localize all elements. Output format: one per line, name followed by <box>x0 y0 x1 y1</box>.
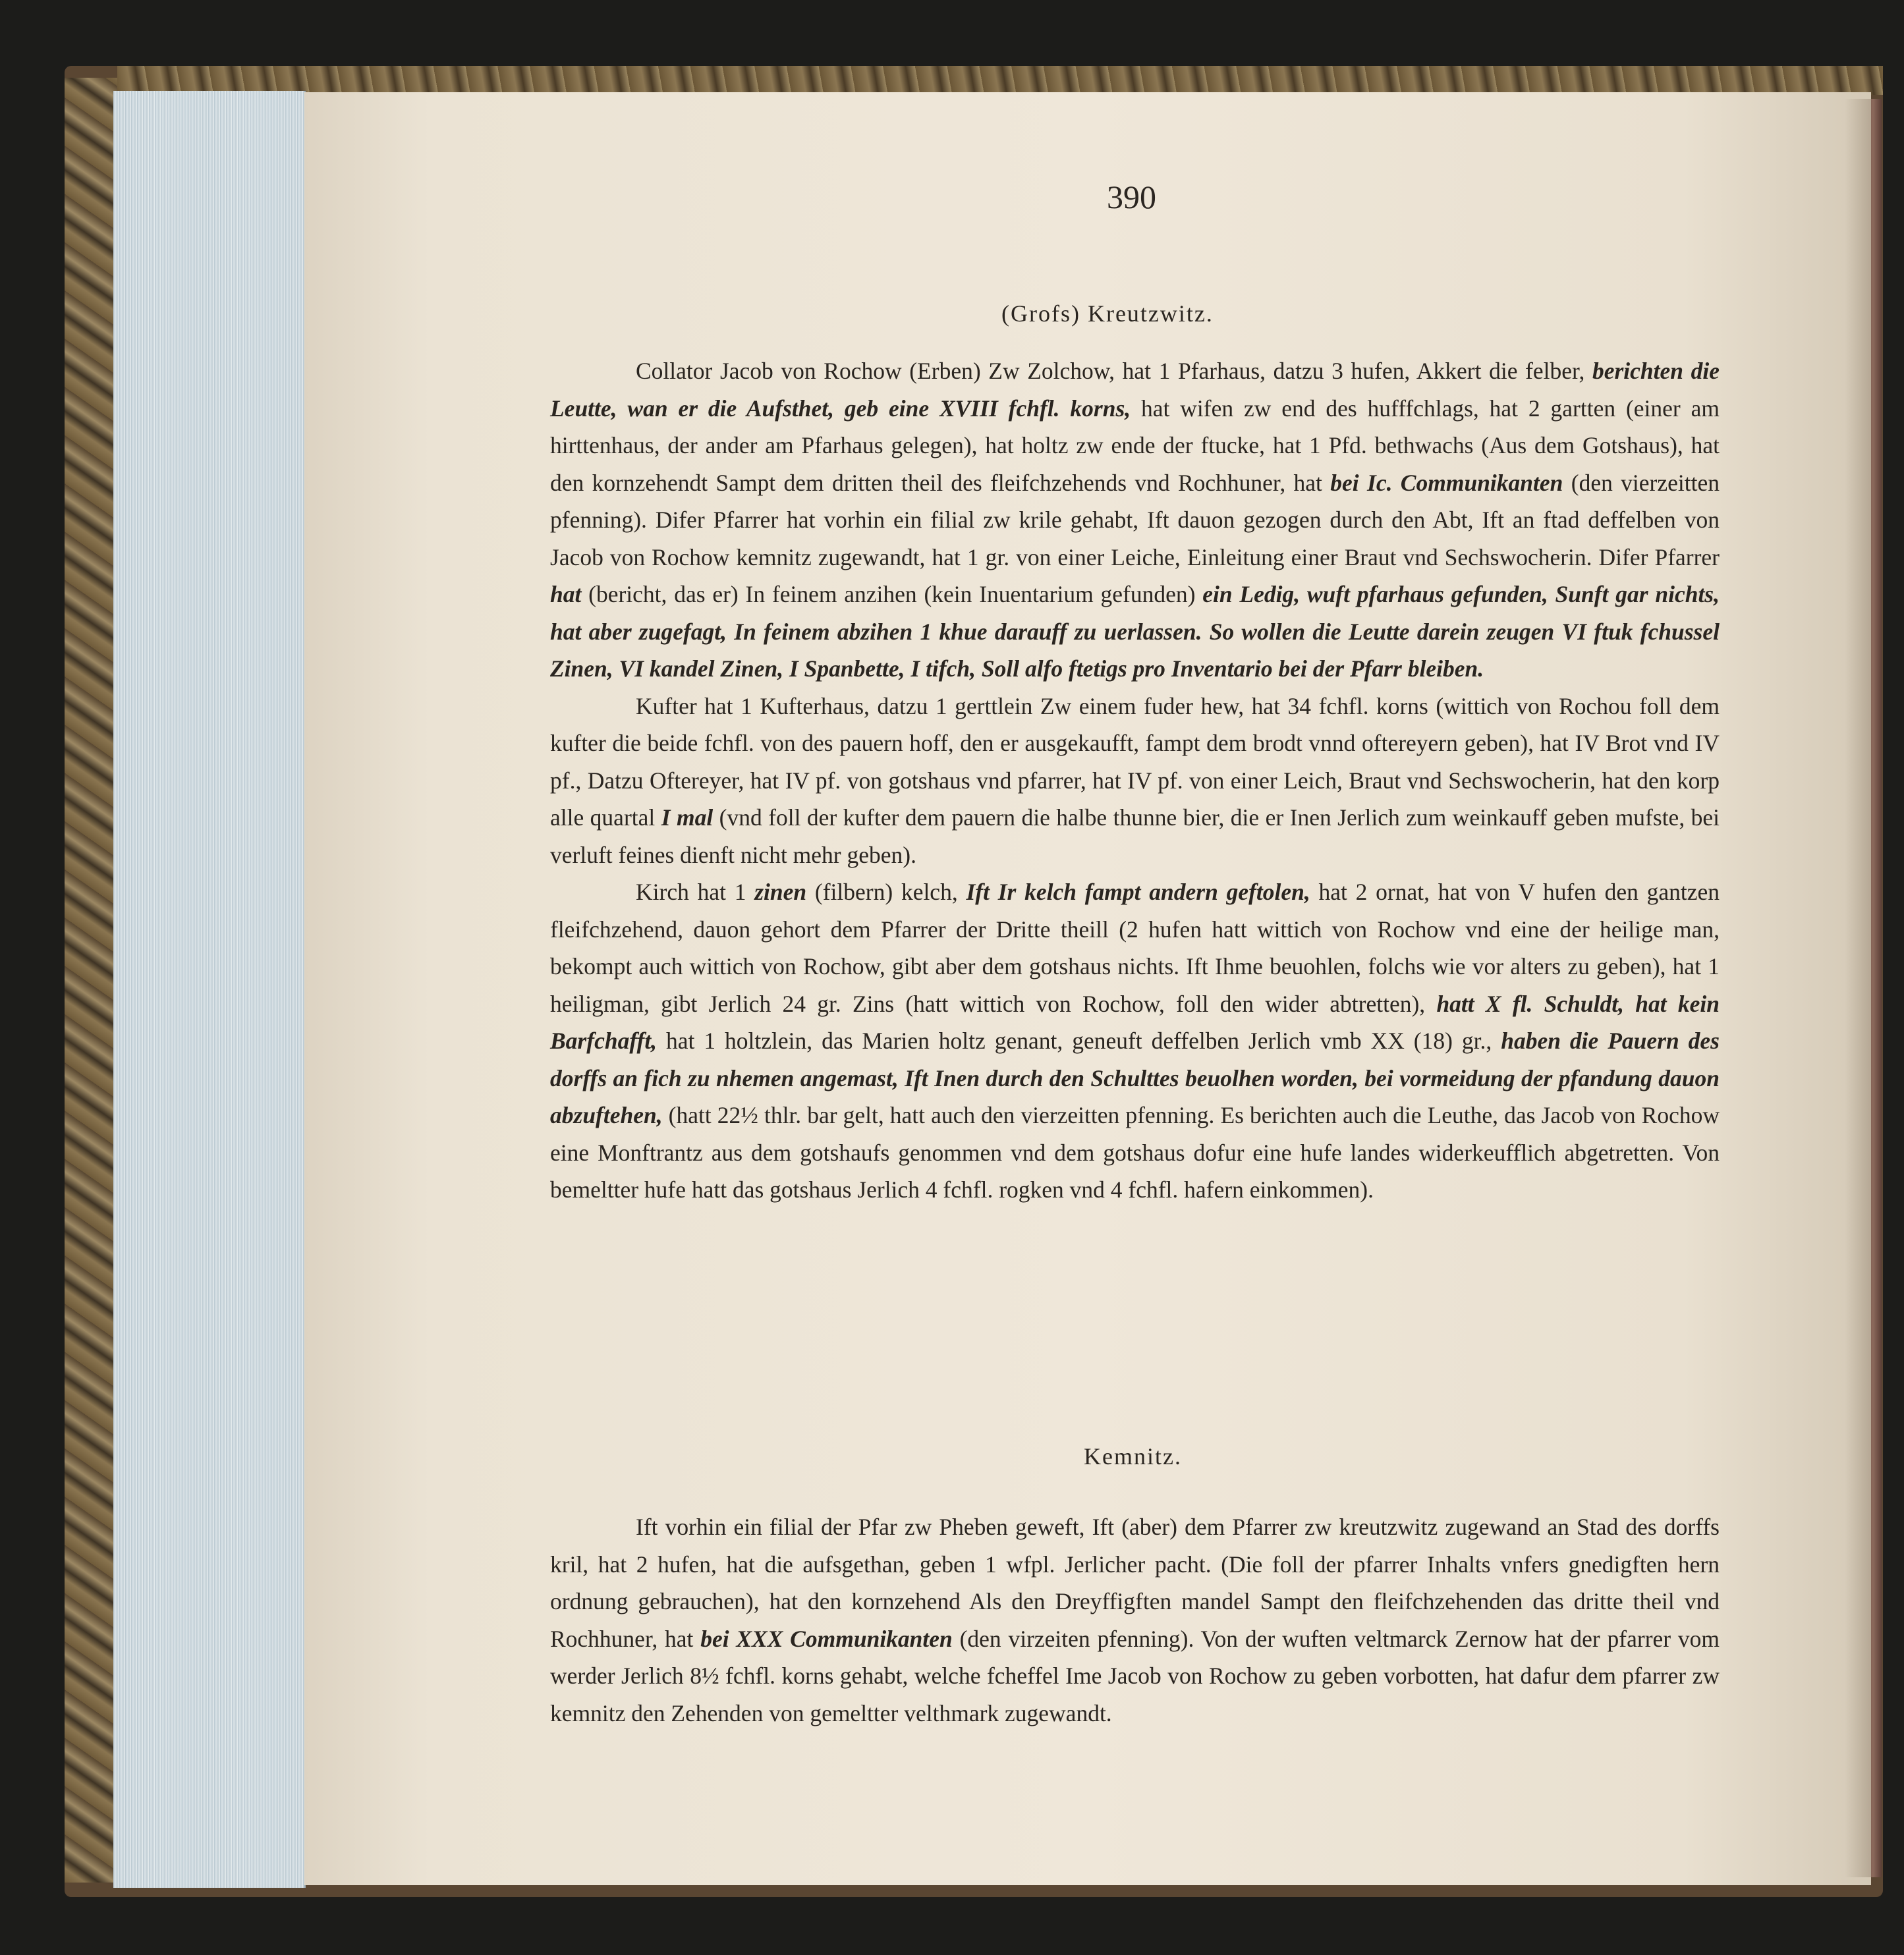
section-title-kemnitz: Kemnitz. <box>1084 1443 1182 1470</box>
text-run: Ift vorhin ein filial der Pfar zw Pheben geweft, Ift (aber) dem Pfarrer zw kreutzwitz zugewand an Stad des dorffs kril, hat 2 hufen, hat die aufsgethan, geben 1 wfpl. Jerlicher pacht. (Die foll der pfarrer Inhalts vnfers gnedigften hern ordnung gebrauchen), hat den kornzehend Als den Dreyffigften mandel Sampt den fleifchzehenden das dritte theil vnd Rochhuner, hat <box>550 1514 1720 1652</box>
italic-text-run: Ift Ir kelch fampt andern geftolen, <box>966 879 1310 905</box>
italic-text-run: haben die Pauern des dorffs an fich zu nhemen angemast, Ift Inen durch den Schulttes beuolhen worden, bei vormeidung der pfandung dauon abzuftehen, <box>550 1028 1720 1128</box>
paragraph-kirch <box>550 873 1720 1209</box>
paragraph-kufter <box>550 688 1720 874</box>
text-run: (hatt 22½ thlr. bar gelt, hatt auch den vierzeitten pfenning. Es berichten auch die Leuthe, das Jacob von Rochow eine Monftrantz aus dem gotshaufs genommen vnd dem gotshaus dofur eine hufe landes widerkeufflich abgetretten. Von bemeltter hufe hatt das gotshaus Jerlich 4 fchfl. rogken vnd 4 fchfl. hafern einkommen). <box>550 1102 1720 1203</box>
text-run: hat wifen zw end des hufffchlags, hat 2 gartten (einer am hirttenhaus, der ander am Pfarhaus gelegen), hat holtz zw ende der ftucke, hat 1 Pfd. bethwachs (Aus dem Gotshaus), hat den kornzehendt Sampt dem dritten theil des fleifchzehends vnd Rochhuner, hat <box>550 395 1720 496</box>
italic-text-run: bei XXX Communikanten <box>700 1625 953 1652</box>
text-run: (den vierzeitten pfenning). Difer Pfarrer hat vorhin ein filial zw krile gehabt, Ift dauon gezogen durch den Abt, Ift an ftad deffelben von Jacob von Rochow kemnitz zugewandt, hat 1 gr. von einer Leiche, Einleitung einer Braut vnd Sechswocherin. Difer Pfarrer <box>550 469 1720 570</box>
italic-text-run: bei Ic. Communikanten <box>1330 469 1563 496</box>
page-gutter-shadow <box>1845 99 1871 1877</box>
text-run: (vnd foll der kufter dem pauern die halbe thunne bier, die er Inen Jerlich zum weinkauff geben mufste, bei verluft feines dienft nicht mehr geben). <box>550 804 1720 868</box>
text-run: Kufter hat 1 Kufterhaus, datzu 1 gerttlein Zw einem fuder hew, hat 34 fchfl. korns (wittich von Rochou foll dem kufter die beide fchfl. von des pauern hoff, den er ausgekaufft, fampt dem brodt vnnd oftereyern geben), hat IV Brot vnd IV pf., Datzu Oftereyer, hat IV pf. von gotshaus vnd pfarrer, hat IV pf. von einer Leich, Braut vnd Sechswocherin, hat den korp alle quartal <box>550 692 1720 831</box>
marbled-endpaper-top <box>117 66 1883 95</box>
page-number: 390 <box>1107 179 1156 215</box>
page-edges <box>113 91 306 1888</box>
paragraph-kemnitz <box>550 1508 1720 1732</box>
section-title-kreutzwitz: (Grofs) Kreutzwitz. <box>1001 300 1214 327</box>
italic-text-run: berichten die Leutte, wan er die Aufsthet, geb eine XVIII fchfl. korns, <box>550 358 1720 422</box>
italic-text-run: I mal <box>661 804 714 831</box>
section-kreutzwitz-body <box>550 352 1720 1209</box>
text-run: hat 2 ornat, hat von V hufen den gantzen fleifchzehend, dauon gehort dem Pfarrer der Dritte theill (2 hufen hatt wittich von Rochow vnd eine der heilige man, bekompt auch wittich von Rochow, gibt aber dem gotshaus nichts. Ift Ihme beuohlen, folchs wie vor alters zu geben), hat 1 heiligman, gibt Jerlich 24 gr. Zins (hatt wittich von Rochow, foll den wider abtretten), <box>550 879 1720 1017</box>
text-run: Collator Jacob von Rochow (Erben) Zw Zolchow, hat 1 Pfarhaus, datzu 3 hufen, Akkert die felber, <box>636 358 1592 384</box>
italic-text-run: hatt X fl. Schuldt, hat kein Barfchafft, <box>550 990 1720 1054</box>
text-run: hat 1 holtzlein, das Marien holtz genant, geneuft deffelben Jerlich vmb XX (18) gr., <box>657 1028 1501 1054</box>
section-kemnitz-body <box>550 1508 1720 1732</box>
text-run: (den virzeiten pfenning). Von der wuften veltmarck Zernow hat der pfarrer vom werder Jerlich 8½ fchfl. korns gehabt, welche fcheffel Ime Jacob von Rochow zu geben vorbotten, hat dafur dem pfarrer zw kemnitz den Zehenden von gemeltter velthmark zugewandt. <box>550 1625 1720 1726</box>
paragraph-collator <box>550 352 1720 688</box>
text-run: (filbern) kelch, <box>806 879 966 905</box>
text-run: (bericht, das er) In feinem anzihen (kein Inuentarium gefunden) <box>581 581 1203 607</box>
text-run: Kirch hat 1 <box>636 879 755 905</box>
italic-text-run: ein Ledig, wuft pfarhaus gefunden, Sunft gar nichts, hat aber zugefagt, In feinem abzihen 1 khue darauff zu uerlassen. So wollen die Leutte darein zeugen VI ftuk fchussel Zinen, VI kandel Zinen, I Spanbette, I tifch, Soll alfo ftetigs pro Inventario bei der Pfarr bleiben. <box>550 581 1720 682</box>
italic-text-run: hat <box>550 581 582 607</box>
italic-text-run: zinen <box>754 879 807 905</box>
marbled-endpaper-left <box>65 78 117 1883</box>
